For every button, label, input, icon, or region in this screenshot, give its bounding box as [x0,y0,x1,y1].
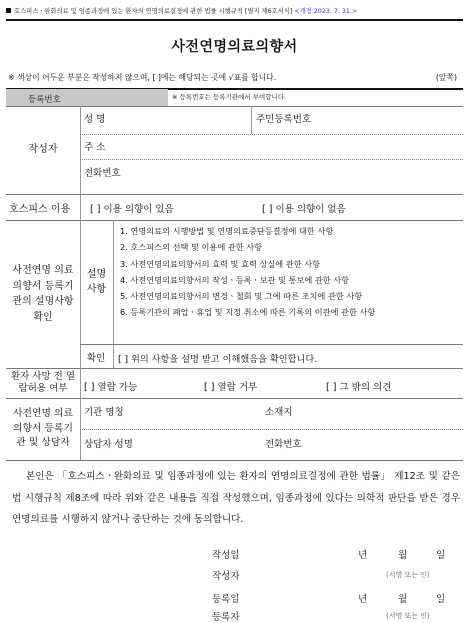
law-reference: 호스피스ㆍ완화의료 및 임종과정에 있는 환자의 연명의료결정에 관한 법률 시행규칙 [별지 제6호서식] <개정 2023. 7. 31.> [6,6,357,15]
reg-year-label: 년 [358,594,368,605]
list-item: 5. 사전연명의료의향서의 변경ㆍ철회 및 그에 따른 조치에 관한 사항 [120,291,363,302]
registered-date-label: 등록일 [212,594,240,605]
declaration-text: 본인은 「호스피스ㆍ완화의료 및 임종과정에 있는 환자의 연명의료결정에 관한 법률」 제12조 및 같은 법 시행규칙 제8조에 따라 위와 같은 내용을 직접 작성했으며, 임종과정에 있다는 의학적 판단을 받은 경우 연명의료를 시행하지 않거나 중단하는 것에 동의합니다. [12,471,460,525]
registrant-sign-hint[interactable]: (서명 또는 인) [386,612,430,620]
institution-name-field[interactable]: 기관 명칭 [84,407,124,418]
registration-note: ※ 등록번호는 등록기관에서 부여합니다. [172,93,287,101]
counselor-name-field[interactable]: 상담자 성명 [84,439,133,450]
written-date-label: 작성일 [212,550,240,561]
author-name-field[interactable]: 성 명 [84,114,106,125]
hospice-yes-checkbox[interactable]: [ ] 이용 의향이 있음 [90,204,174,215]
author-phone-field[interactable]: 전화번호 [84,168,121,179]
list-item: 1. 연명의료의 시행방법 및 연명의료중단등결정에 대한 사항 [120,226,334,236]
month-label: 월 [398,550,408,561]
author-resident-number-field[interactable]: 주민등록번호 [256,114,312,125]
author-label: 작성자 [28,144,58,156]
explanation-label: 사전연명 의료의향서 등록기관의 설명사항 확인 [12,265,74,323]
square-bullet-icon [6,8,11,13]
list-item: 2. 호스피스의 선택 및 이용에 관한 사항 [120,242,263,253]
amendment-date: <개정 2023. 7. 31.> [294,8,358,15]
hospice-no-checkbox[interactable]: [ ] 이용 의향이 없음 [262,204,346,215]
viewing-denied-checkbox[interactable]: [ ] 열람 거부 [204,382,258,393]
explanation-items-list [120,226,375,324]
viewing-label: 환자 사망 전 열람허용 여부 [10,370,76,394]
day-label: 일 [436,550,446,561]
list-item: 3. 사전연명의료의향서의 효력 및 효력 상실에 관한 사항 [120,258,321,269]
page-title: 사전연명의료의향서 [171,39,298,55]
confirm-label: 확인 [87,353,106,364]
counselor-phone-field[interactable]: 전화번호 [265,439,302,450]
list-item: 4. 사전연명의료의향서의 작성ㆍ등록ㆍ보관 및 통보에 관한 사항 [120,274,350,285]
institution-location-field[interactable]: 소재지 [265,407,293,418]
list-item: 6. 등록기관의 폐업ㆍ휴업 및 지정 취소에 따른 기록의 이관에 관한 사항 [120,307,376,318]
explanation-sub-label: 설명 사항 [86,268,107,295]
reg-day-label: 일 [436,594,446,605]
year-label: 년 [358,550,368,561]
registration-label: 등록번호 [28,95,61,105]
author-sign-hint[interactable]: (서명 또는 인) [386,571,430,579]
hospice-label: 호스피스 이용 [9,204,71,215]
viewing-other-checkbox[interactable]: [ ] 그 밖의 의견 [326,382,392,393]
header-rule [6,19,463,21]
author-address-field[interactable]: 주 소 [84,142,106,153]
author-sign-label: 작성자 [212,571,240,582]
instructions-note: ※ 색상이 어두운 부분은 작성하지 않으며, [ ]에는 해당되는 곳에 √표를 합니다. [8,73,277,82]
viewing-allowed-checkbox[interactable]: [ ] 열람 가능 [84,382,138,393]
institution-label: 사전연명 의료의향서 등록기관 및 상담자 [13,407,73,449]
confirm-checkbox[interactable]: [ ] 위의 사항을 설명 받고 이해했음을 확인합니다. [118,354,318,365]
page-side-label: (앞쪽) [435,73,457,82]
registrant-sign-label: 등록자 [212,612,240,623]
reg-month-label: 월 [398,594,408,605]
